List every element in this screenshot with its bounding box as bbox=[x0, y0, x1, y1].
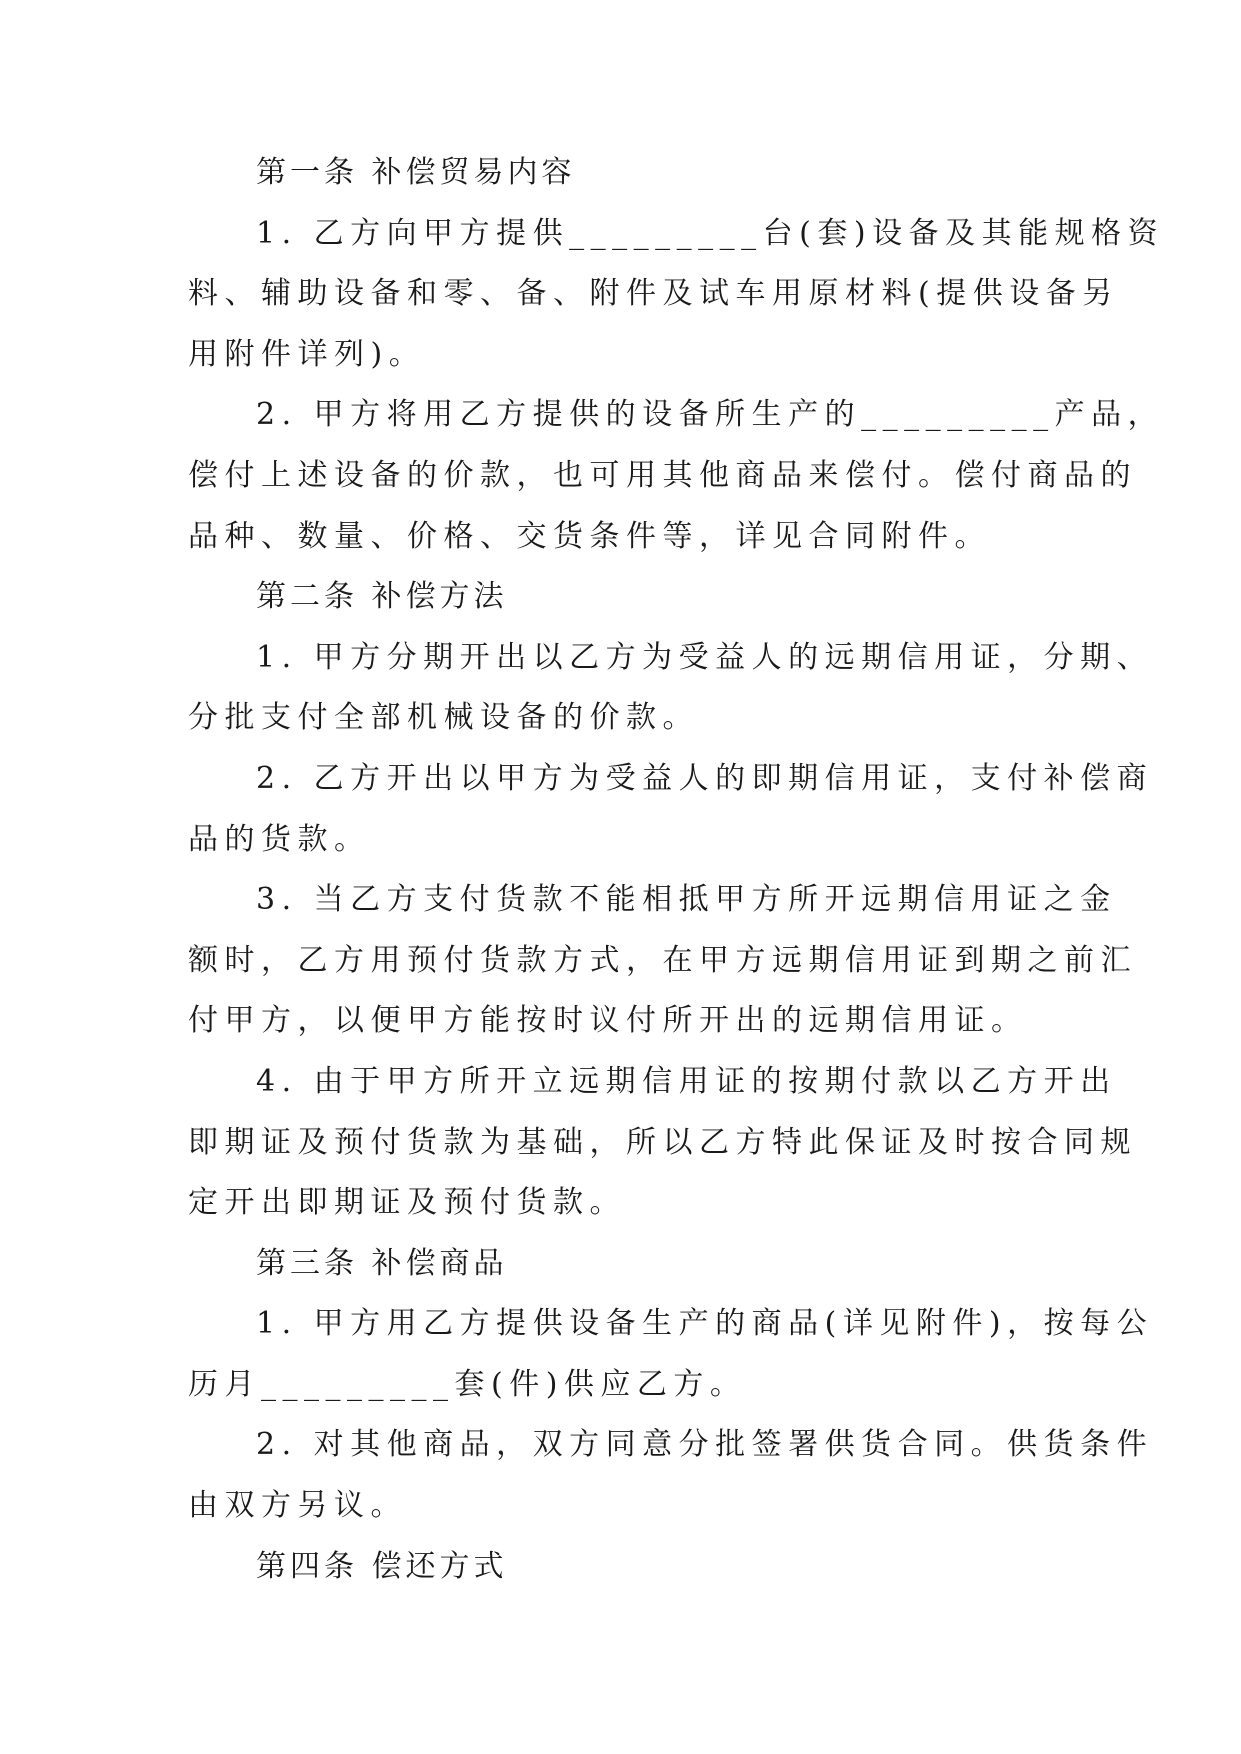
paragraph-line: 品种、数量、价格、交货条件等，详见合同附件。 bbox=[188, 518, 991, 554]
paragraph-line: 历月_________套(件)供应乙方。 bbox=[188, 1366, 747, 1402]
paragraph-line: 2. 甲方将用乙方提供的设备所生产的_________产品， bbox=[256, 397, 1165, 433]
article-4-heading: 第四条 偿还方式 bbox=[256, 1548, 508, 1584]
paragraph-line: 1. 甲方分期开出以乙方为受益人的远期信用证，分期、 bbox=[256, 639, 1154, 675]
paragraph-line: 1. 甲方用乙方提供设备生产的商品(详见附件)，按每公 bbox=[256, 1306, 1154, 1342]
paragraph-line: 即期证及预付货款为基础，所以乙方特此保证及时按合同规 bbox=[188, 1124, 1137, 1160]
article-3-heading: 第三条 补偿商品 bbox=[256, 1245, 508, 1281]
paragraph-line: 2. 乙方开出以甲方为受益人的即期信用证，支付补偿商 bbox=[256, 760, 1154, 796]
paragraph-line: 偿付上述设备的价款，也可用其他商品来偿付。偿付商品的 bbox=[188, 457, 1137, 493]
paragraph-line: 用附件详列)。 bbox=[188, 336, 426, 372]
paragraph-line: 料、辅助设备和零、备、附件及试车用原材料(提供设备另 bbox=[188, 276, 1119, 312]
paragraph-line: 由双方另议。 bbox=[188, 1488, 407, 1524]
paragraph-line: 品的货款。 bbox=[188, 821, 371, 857]
paragraph-line: 1. 乙方向甲方提供_________台(套)设备及其能规格资 bbox=[256, 215, 1165, 251]
paragraph-line: 4. 由于甲方所开立远期信用证的按期付款以乙方开出 bbox=[256, 1063, 1117, 1099]
paragraph-line: 付甲方，以便甲方能按时议付所开出的远期信用证。 bbox=[188, 1003, 1028, 1039]
paragraph-line: 3. 当乙方支付货款不能相抵甲方所开远期信用证之金 bbox=[256, 882, 1117, 918]
paragraph-line: 额时，乙方用预付货款方式，在甲方远期信用证到期之前汇 bbox=[188, 942, 1137, 978]
document-page bbox=[188, 155, 1165, 1612]
paragraph-line: 定开出即期证及预付货款。 bbox=[188, 1185, 626, 1221]
article-1-heading: 第一条 补偿贸易内容 bbox=[256, 155, 576, 190]
paragraph-line: 分批支付全部机械设备的价款。 bbox=[188, 700, 699, 736]
paragraph-line: 2. 对其他商品，双方同意分批签署供货合同。供货条件 bbox=[256, 1427, 1154, 1463]
article-2-heading: 第二条 补偿方法 bbox=[256, 579, 508, 615]
